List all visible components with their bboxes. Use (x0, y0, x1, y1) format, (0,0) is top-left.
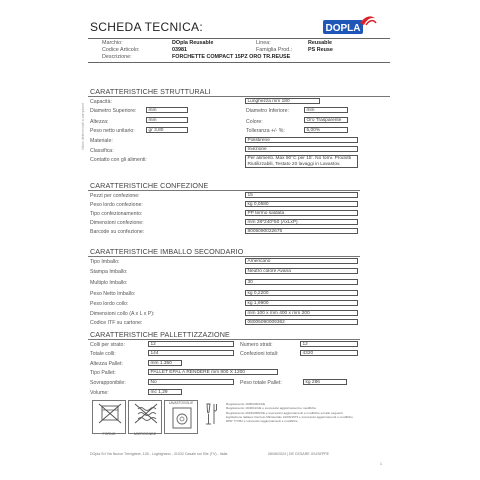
dimensioni-conf-label: Dimensioni confezione: (90, 220, 144, 226)
tipo-pallet-value: PALLET EPAL A RENDERE mm 800 X 1200 (148, 369, 278, 375)
marchio-value: DOpla Reusable (172, 40, 214, 46)
regulations-block (226, 402, 353, 423)
page-title: SCHEDA TECNICA: (90, 20, 203, 34)
tolleranza-label: Tolleranza +/- %: (246, 128, 285, 134)
peso-totale-pallet-value: kg 286 (303, 379, 347, 385)
food-contact-icon (204, 402, 220, 428)
sovrapponibile-value: No (148, 379, 234, 385)
microonde-label: MICROONDE (133, 432, 157, 436)
lavastoviglie-label: LAVASTOVIGLIE (168, 401, 194, 405)
regulation-line: Regolamento 2023/2006/CE e successivi aggiornamenti e modifiche sul alle seguenti (226, 410, 343, 415)
diametro-superiore-value: mm (146, 107, 188, 113)
linea-value: Reusable (308, 40, 332, 46)
colli-strato-label: Colli per strato: (90, 342, 125, 348)
side-note: Valori determinati a campione (81, 102, 85, 150)
forno-icon-box (92, 400, 126, 434)
section-rule-pallet (88, 339, 360, 340)
capacita-label: Capacità: (90, 99, 112, 105)
colore-value: Oro Trasparente (304, 117, 348, 123)
section-rule-strutturali (88, 96, 390, 97)
peso-lordo-conf-value: kg 0,0580 (245, 201, 358, 207)
altezza-pallet-value: mm 1.350 (148, 360, 182, 366)
stampa-imballo-value: Neutro colore Avana (245, 268, 358, 274)
diametro-inferiore-label: Diametro Inferiore: (246, 108, 289, 114)
tipo-imballo-value: Americano (245, 258, 358, 264)
microwave-crossed-icon (129, 401, 163, 427)
materiale-label: Materiale: (90, 138, 113, 144)
pezzi-value: 15 (245, 192, 358, 198)
contatto-value: Per alimenti. Max 90°C per 15'. No forni. Prodotti Riutilizzabili, Testato 20 lavaggi in Lavastov. (245, 155, 358, 168)
totale-colli-label: Totale colli: (90, 351, 116, 357)
footer-date: 08/08/2024 | DE CESARE GIUSEPPE (268, 452, 330, 456)
peso-netto-imballo-label: Peso Netto Imballo: (90, 291, 136, 297)
barcode-conf-value: 8005090022675 (245, 228, 358, 234)
section-rule-confezione (88, 190, 360, 191)
peso-netto-value: gr 3,80 (146, 127, 188, 133)
colore-label: Colore: (246, 119, 263, 125)
section-heading-confezione: CARATTERISTICHE CONFEZIONE (90, 181, 209, 190)
contatto-label: Contatto con gli alimenti: (90, 157, 147, 163)
totale-colli-value: 144 (148, 350, 234, 356)
colli-strato-value: 12 (148, 341, 234, 347)
tipo-conf-label: Tipo confezionamento: (90, 211, 143, 217)
diametro-inferiore-value: mm (304, 107, 348, 113)
regulation-line: Regolamento 1935/2004/CE (226, 402, 266, 406)
famiglia-label: Famiglia Prod.: (256, 47, 293, 53)
altezza-value: mm (146, 117, 188, 123)
oven-crossed-icon (93, 401, 127, 427)
barcode-conf-label: Barcode su confezione: (90, 229, 145, 235)
dopla-logo-graphic (322, 13, 378, 37)
classifica-label: Classifica: (90, 148, 114, 154)
dopla-logo (322, 13, 378, 37)
codice-itf-value: 08005090009362 (245, 319, 358, 325)
numero-strati-value: 12 (300, 341, 358, 347)
materiale-value: Polistirene (245, 137, 358, 143)
peso-totale-pallet-label: Peso totale Pallet: (240, 380, 282, 386)
lavastoviglie-icon-box (164, 400, 198, 434)
dimensioni-conf-value: mm 28*240*50 (AxLxP) (245, 219, 358, 225)
regulation-line: legislazione italiana: Decreto Ministeriale 21/03/1973 e successivi aggiornamenti e modifiche (226, 414, 353, 419)
numero-strati-label: Numero strati: (240, 342, 273, 348)
tipo-pallet-label: Tipo Pallet: (90, 370, 116, 376)
sovrapponibile-label: Sovrapponibile: (90, 380, 126, 386)
tipo-imballo-label: Tipo Imballo: (90, 259, 120, 265)
tipo-conf-value: PP termo saldata (245, 210, 358, 216)
dimensioni-collo-label: Dimensioni collo (A x L x P): (90, 311, 155, 317)
peso-netto-imballo-value: kg 0,2200 (245, 290, 358, 296)
descrizione-value: FORCHETTE COMPACT 15PZ ORO TR.REUSE (172, 54, 291, 60)
confezioni-totali-label: Confezioni totali: (240, 351, 279, 357)
section-rule-imballo (88, 256, 360, 257)
dimensioni-collo-value: mm 100 x mm 400 x mm 200 (245, 310, 358, 316)
forno-label: FORNO (102, 432, 116, 436)
footer-address: DOpla Srl Via Nuove Trevigiane, 128 - Lughignano - 31032 Casale sul Sile (TV) - Italia (90, 452, 228, 456)
svg-text:DOPLA: DOPLA (325, 23, 361, 34)
peso-lordo-conf-label: Peso lordo confezione: (90, 202, 143, 208)
marchio-label: Marchio: (102, 40, 123, 46)
altezza-pallet-label: Altezza Pallet: (90, 361, 123, 367)
classifica-value: Iniezione (245, 146, 358, 152)
multiplo-imballo-value: 30 (245, 279, 358, 285)
regulation-line: Regolamento 10/2011/UE e successivi aggiornamenti e modifiche (226, 406, 317, 411)
descrizione-label: Descrizione: (102, 54, 132, 60)
stampa-imballo-label: Stampa Imballo: (90, 269, 128, 275)
codice-value: 03981 (172, 47, 187, 53)
confezioni-totali-value: 4320 (300, 350, 358, 356)
multiplo-imballo-label: Multiplo Imballo: (90, 280, 128, 286)
linea-label: Linea: (256, 40, 271, 46)
header-top-rule (88, 38, 390, 39)
tolleranza-value: 5,00% (304, 127, 348, 133)
diametro-superiore-label: Diametro Superiore: (90, 108, 137, 114)
lunghezza-value: Lunghezza mm 180 (245, 98, 320, 104)
volume-label: Volume: (90, 390, 109, 396)
peso-lordo-collo-label: Peso lordo collo: (90, 301, 129, 307)
regulation-line: DPR 777/82 e successivi aggiornamenti e modifiche (226, 419, 298, 424)
volume-value: mc 1,29 (148, 389, 182, 395)
peso-lordo-collo-value: kg 1,9900 (245, 300, 358, 306)
page-number: 1 (380, 462, 382, 466)
microonde-icon-box (128, 400, 162, 434)
pezzi-label: Pezzi per confezione: (90, 193, 140, 199)
section-heading-pallet: CARATTERISTICHE PALLETTIZZAZIONE (90, 330, 230, 339)
section-heading-strutturali: CARATTERISTICHE STRUTTURALI (90, 87, 211, 96)
codice-label: Codice Articolo: (102, 47, 140, 53)
altezza-label: Altezza: (90, 119, 109, 125)
codice-itf-label: Codice ITF su cartone: (90, 320, 143, 326)
section-heading-imballo: CARATTERISTICHE IMBALLO SECONDARIO (90, 247, 244, 256)
dishwasher-icon (165, 405, 199, 433)
famiglia-value: PS Reuse (308, 47, 333, 53)
header-bottom-rule (88, 62, 390, 63)
peso-netto-label: Peso netto unitario: (90, 128, 135, 134)
